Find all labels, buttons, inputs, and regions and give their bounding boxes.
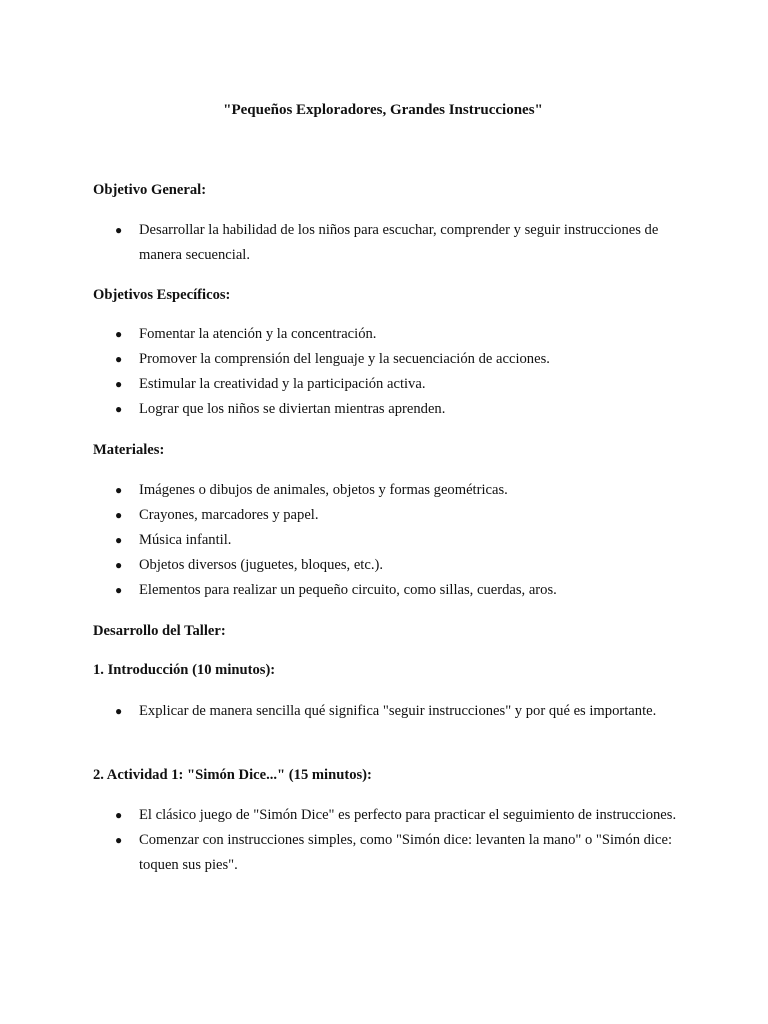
list-item: ● Promover la comprensión del lenguaje y la secuenciación de acciones. <box>93 347 683 372</box>
bullet-icon: ● <box>115 808 123 822</box>
bullet-icon: ● <box>115 327 123 341</box>
bullet-icon: ● <box>115 583 123 597</box>
list-item: ● Lograr que los niños se diviertan mientras aprenden. <box>93 397 683 422</box>
objetivos-especificos-list <box>93 322 683 422</box>
actividad1-heading: 2. Actividad 1: "Simón Dice..." (15 minutos): <box>93 767 372 783</box>
actividad1-list <box>93 803 683 878</box>
materiales-heading: Materiales: <box>93 442 165 458</box>
bullet-icon: ● <box>115 704 123 718</box>
objetivo-general-heading: Objetivo General: <box>93 182 207 198</box>
list-item: ● Música infantil. <box>93 528 683 553</box>
bullet-icon: ● <box>115 533 123 547</box>
list-item: ● Explicar de manera sencilla qué significa "seguir instrucciones" y por qué es importante. <box>93 699 683 724</box>
list-item: ● Estimular la creatividad y la participación activa. <box>93 372 683 397</box>
bullet-icon: ● <box>115 377 123 391</box>
list-item: ● Comenzar con instrucciones simples, como "Simón dice: levanten la mano" o "Simón dice: toquen sus pies". <box>93 828 683 878</box>
bullet-icon: ● <box>115 402 123 416</box>
list-item: ● Crayones, marcadores y papel. <box>93 503 683 528</box>
list-item: ● Elementos para realizar un pequeño circuito, como sillas, cuerdas, aros. <box>93 578 683 603</box>
list-item: ● El clásico juego de "Simón Dice" es perfecto para practicar el seguimiento de instrucciones. <box>93 803 683 828</box>
bullet-icon: ● <box>115 483 123 497</box>
bullet-icon: ● <box>115 223 123 237</box>
bullet-icon: ● <box>115 558 123 572</box>
list-item: ● Objetos diversos (juguetes, bloques, etc.). <box>93 553 683 578</box>
introduccion-heading: 1. Introducción (10 minutos): <box>93 662 276 678</box>
bullet-icon: ● <box>115 833 123 847</box>
bullet-icon: ● <box>115 352 123 366</box>
list-item: ● Desarrollar la habilidad de los niños para escuchar, comprender y seguir instrucciones de manera secuencial. <box>93 218 683 268</box>
introduccion-list <box>93 699 683 724</box>
desarrollo-heading: Desarrollo del Taller: <box>93 623 226 639</box>
list-item: ● Fomentar la atención y la concentración. <box>93 322 683 347</box>
objetivo-general-list <box>93 218 683 268</box>
materiales-list <box>93 478 683 603</box>
document-title: "Pequeños Exploradores, Grandes Instrucciones" <box>223 102 543 118</box>
list-item: ● Imágenes o dibujos de animales, objetos y formas geométricas. <box>93 478 683 503</box>
objetivos-especificos-heading: Objetivos Específicos: <box>93 287 231 303</box>
bullet-icon: ● <box>115 508 123 522</box>
